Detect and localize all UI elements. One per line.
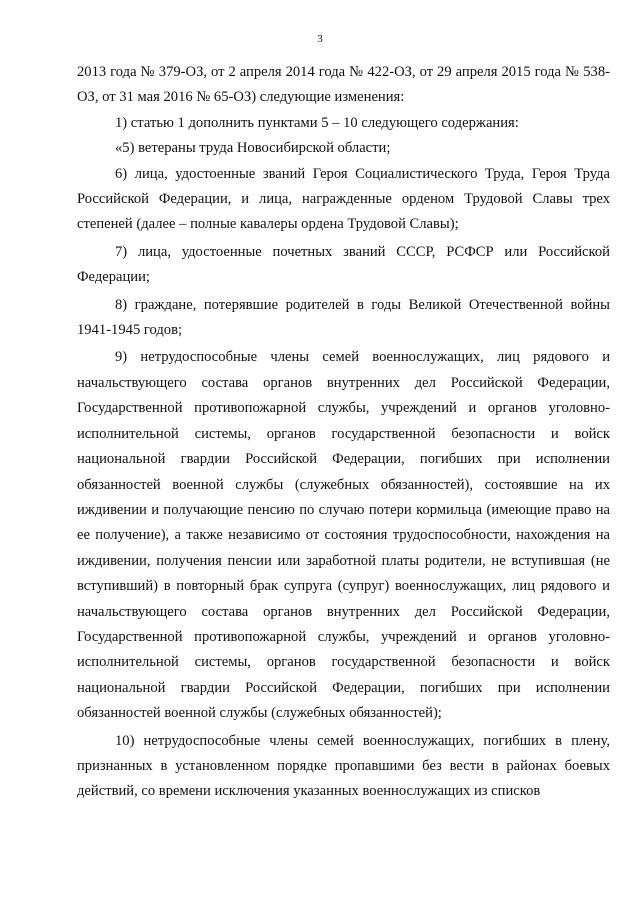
paragraph-item-8: 8) граждане, потерявшие родителей в годы Великой Отечественной войны 1941-1945 годов; [77, 296, 610, 339]
paragraph-item-9: 9) нетрудоспособные члены семей военнослужащих, лиц рядового и начальствующего состава органов внутренних дел Российской Федерации, Государственной противопожарной службы, учреждений и органов уголовно-исполнительной системы, органов государственной безопасности и войск национальной гвардии Российской Федерации, погибших при исполнении обязанностей военной службы (служебных обязанностей), состоявшие на их иждивении и получающие пенсию по случаю потери кормильца (имеющие право на ее получение), а также независимо от состояния трудоспособности, нахождения на иждивении, получения пенсии или заработной платы родители, не вступившая (не вступивший) в повторный брак супруга (супруг) военнослужащих, лиц рядового и начальствующего состава органов внутренних дел Российской Федерации, Государственной противопожарной службы, учреждений и органов уголовно-исполнительной системы, органов государственной безопасности и войск национальной гвардии Российской Федерации, погибших при исполнении обязанностей военной службы (служебных обязанностей); [77, 349, 610, 722]
paragraph-item-5: «5) ветераны труда Новосибирской области; [115, 140, 391, 157]
paragraph-item-6: 6) лица, удостоенные званий Героя Социалистического Труда, Героя Труда Российской Федерации, и лица, награжденные орденом Трудовой Славы трех степеней (далее – полные кавалеры ордена Трудовой Славы); [77, 165, 610, 233]
paragraph-amendment-intro: 2013 года № 379-ОЗ, от 2 апреля 2014 года № 422-ОЗ, от 29 апреля 2015 года № 538-ОЗ, от 31 мая 2016 № 65-ОЗ) следующие изменения: [77, 64, 610, 106]
paragraph-item-1: 1) статью 1 дополнить пунктами 5 – 10 следующего содержания: [115, 114, 519, 131]
paragraph-item-7: 7) лица, удостоенные почетных званий СССР, РСФСР или Российской Федерации; [77, 243, 610, 286]
page-number: 3 [317, 33, 323, 45]
paragraph-item-10: 10) нетрудоспособные члены семей военнослужащих, погибших в плену, признанных в установленном порядке пропавшими без вести в районах боевых действий, со времени исключения указанных военнослужащих из списков [77, 732, 610, 800]
document-body [77, 60, 610, 805]
